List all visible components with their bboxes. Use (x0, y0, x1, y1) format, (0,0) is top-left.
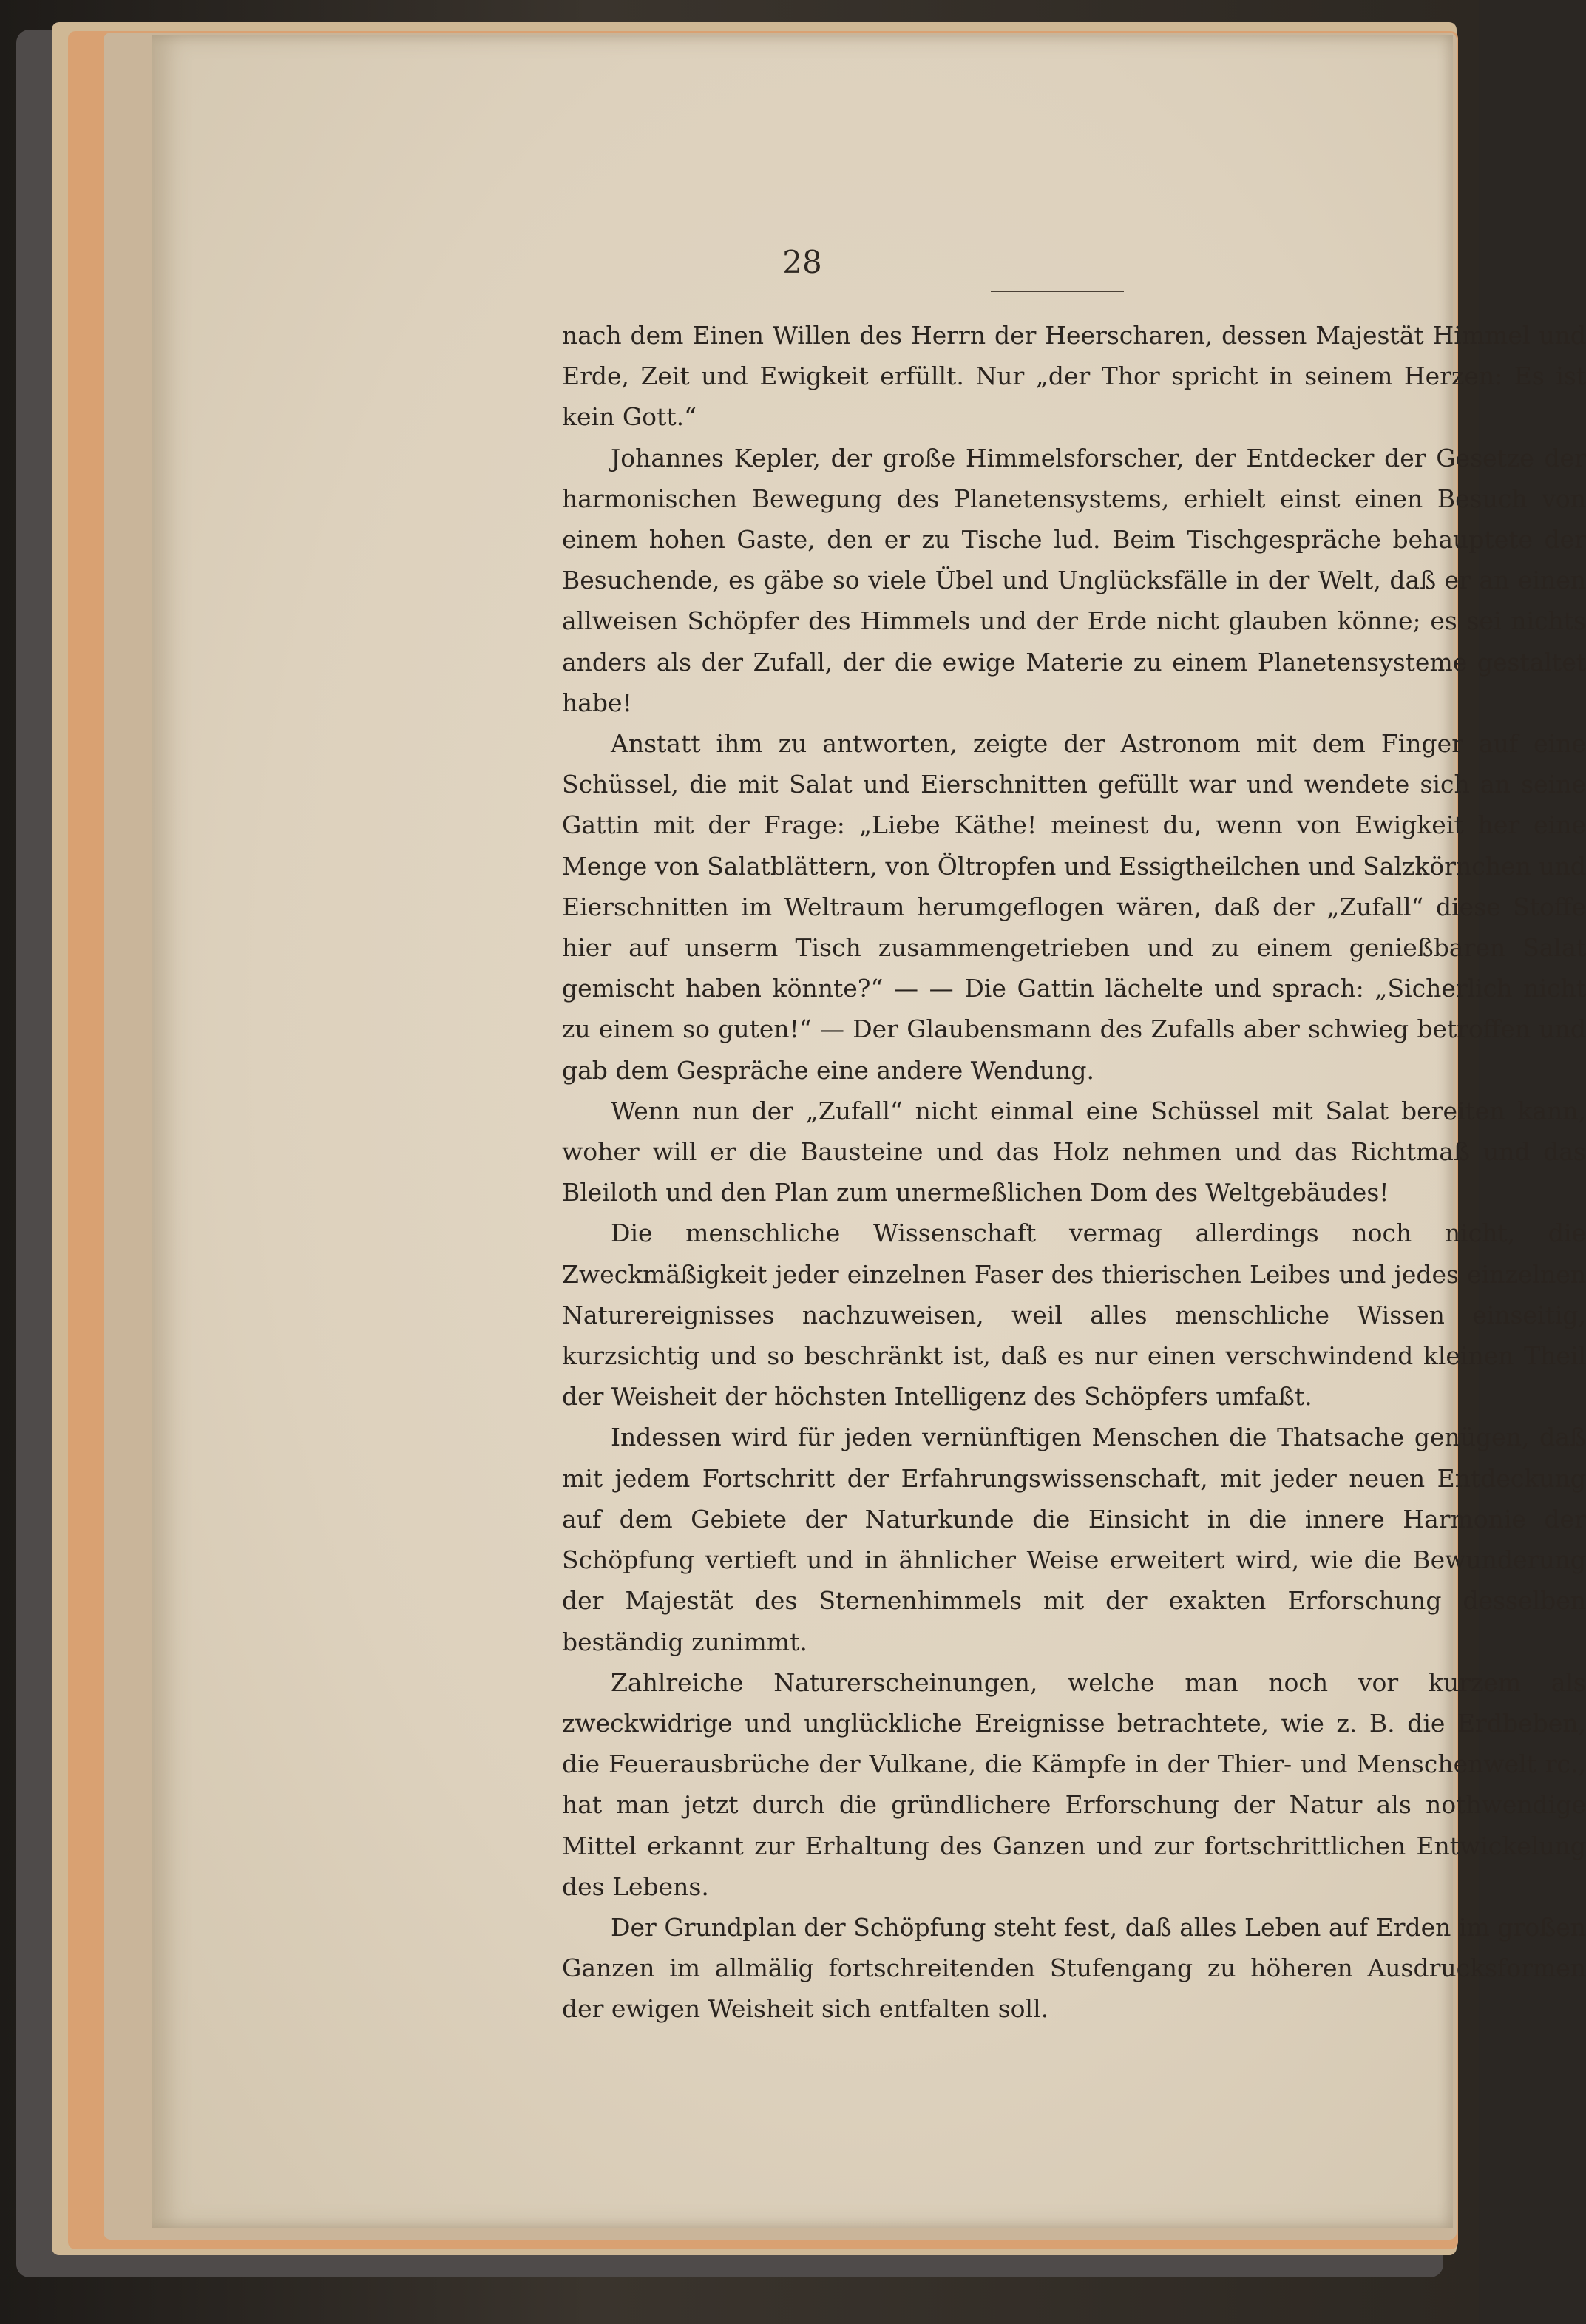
paragraph-7: Zahlreiche Naturerscheinungen, welche man noch vor kurzem als zweckwidrige und unglückliche Ereignisse betrachtete, wie z. B. die Erdbeben, die Feuerausbrüche der Vulkane, die Kämpfe in der Thier- und Menschenwelt rc., hat man jetzt durch die gründlichere Erforschung der Natur als nothwendige Mittel erkannt zur Erhaltung des Ganzen und zur fortschrittlichen Entwickelung des Lebens. (562, 1667, 1586, 1901)
page-number: 28 (782, 244, 822, 280)
paragraph-3: Anstatt ihm zu antworten, zeigte der Astronom mit dem Finger auf eine Schüssel, die mit Salat und Eierschnitten gefüllt war und wendete sich an seine Gattin mit der Frage: „Liebe Käthe! meinest du, wenn von Ewigkeit her eine Menge von Salatblättern, von Öltropfen und Essigtheilchen und Salzkörnchen und Eierschnitten im Weltraum herumgeflogen wären, daß der „Zufall“ diese Stoffe hier auf unserm Tisch zusammengetrieben und zu einem genießbaren Salat gemischt haben könnte?“ — — Die Gattin lächelte und sprach: „Sicherlich nicht zu einem so guten!“ — Der Glaubensmann des Zufalls aber schwieg betroffen und gab dem Gespräche eine andere Wendung. (562, 729, 1586, 1085)
page-body-text (562, 315, 1586, 2030)
paragraph-1: nach dem Einen Willen des Herrn der Heerscharen, dessen Majestät Himmel und Erde, Zeit und Ewigkeit erfüllt. Nur „der Thor spricht in seinem Herzen: Es ist kein Gott.“ (562, 321, 1586, 432)
book-page (152, 35, 1586, 2228)
paragraph-5: Die menschliche Wissenschaft vermag allerdings noch nicht, die Zweckmäßigkeit jeder einzelnen Faser des thierischen Leibes und jedes einzelnen Naturereignisses nachzuweisen, weil alles menschliche Wissen einseitig, kurzsichtig und so beschränkt ist, daß es nur einen verschwindend kleinen Theil der Weisheit der höchsten Intelligenz des Schöpfers umfaßt. (562, 1219, 1586, 1412)
paragraph-4: Wenn nun der „Zufall“ nicht einmal eine Schüssel mit Salat bereiten kann, woher will er die Bausteine und das Holz nehmen und das Richtmaß und das Bleiloth und den Plan zum unermeßlichen Dom des Weltgebäudes! (562, 1096, 1586, 1207)
paragraph-2: Johannes Kepler, der große Himmelsforscher, der Entdecker der Gesetze der harmonischen Bewegung des Planetensystems, erhielt einst einen Besuch von einem hohen Gaste, den er zu Tische lud. Beim Tischgespräche behauptete der Besuchende, es gäbe so viele Übel und Unglücksfälle in der Welt, daß er an einen allweisen Schöpfer des Himmels und der Erde nicht glauben könne; es sei nichts anders als der Zufall, der die ewige Materie zu einem Planetensysteme gestaltet habe! (562, 443, 1586, 717)
page-number-rule (991, 291, 1124, 292)
paragraph-6: Indessen wird für jeden vernünftigen Menschen die Thatsache genügen, daß mit jedem Fortschritt der Erfahrungswissenschaft, mit jeder neuen Entdeckung auf dem Gebiete der Naturkunde die Einsicht in die innere Harmonie der Schöpfung vertieft und in ähnlicher Weise erweitert wird, wie die Bewunderung der Majestät des Sternenhimmels mit der exakten Erforschung desselben beständig zunimmt. (562, 1423, 1586, 1656)
paragraph-8: Der Grundplan der Schöpfung steht fest, daß alles Leben auf Erden im großen Ganzen im allmälig fortschreitenden Stufengang zu höheren Ausdrucksformen der ewigen Weisheit sich entfalten soll. (562, 1912, 1586, 2024)
